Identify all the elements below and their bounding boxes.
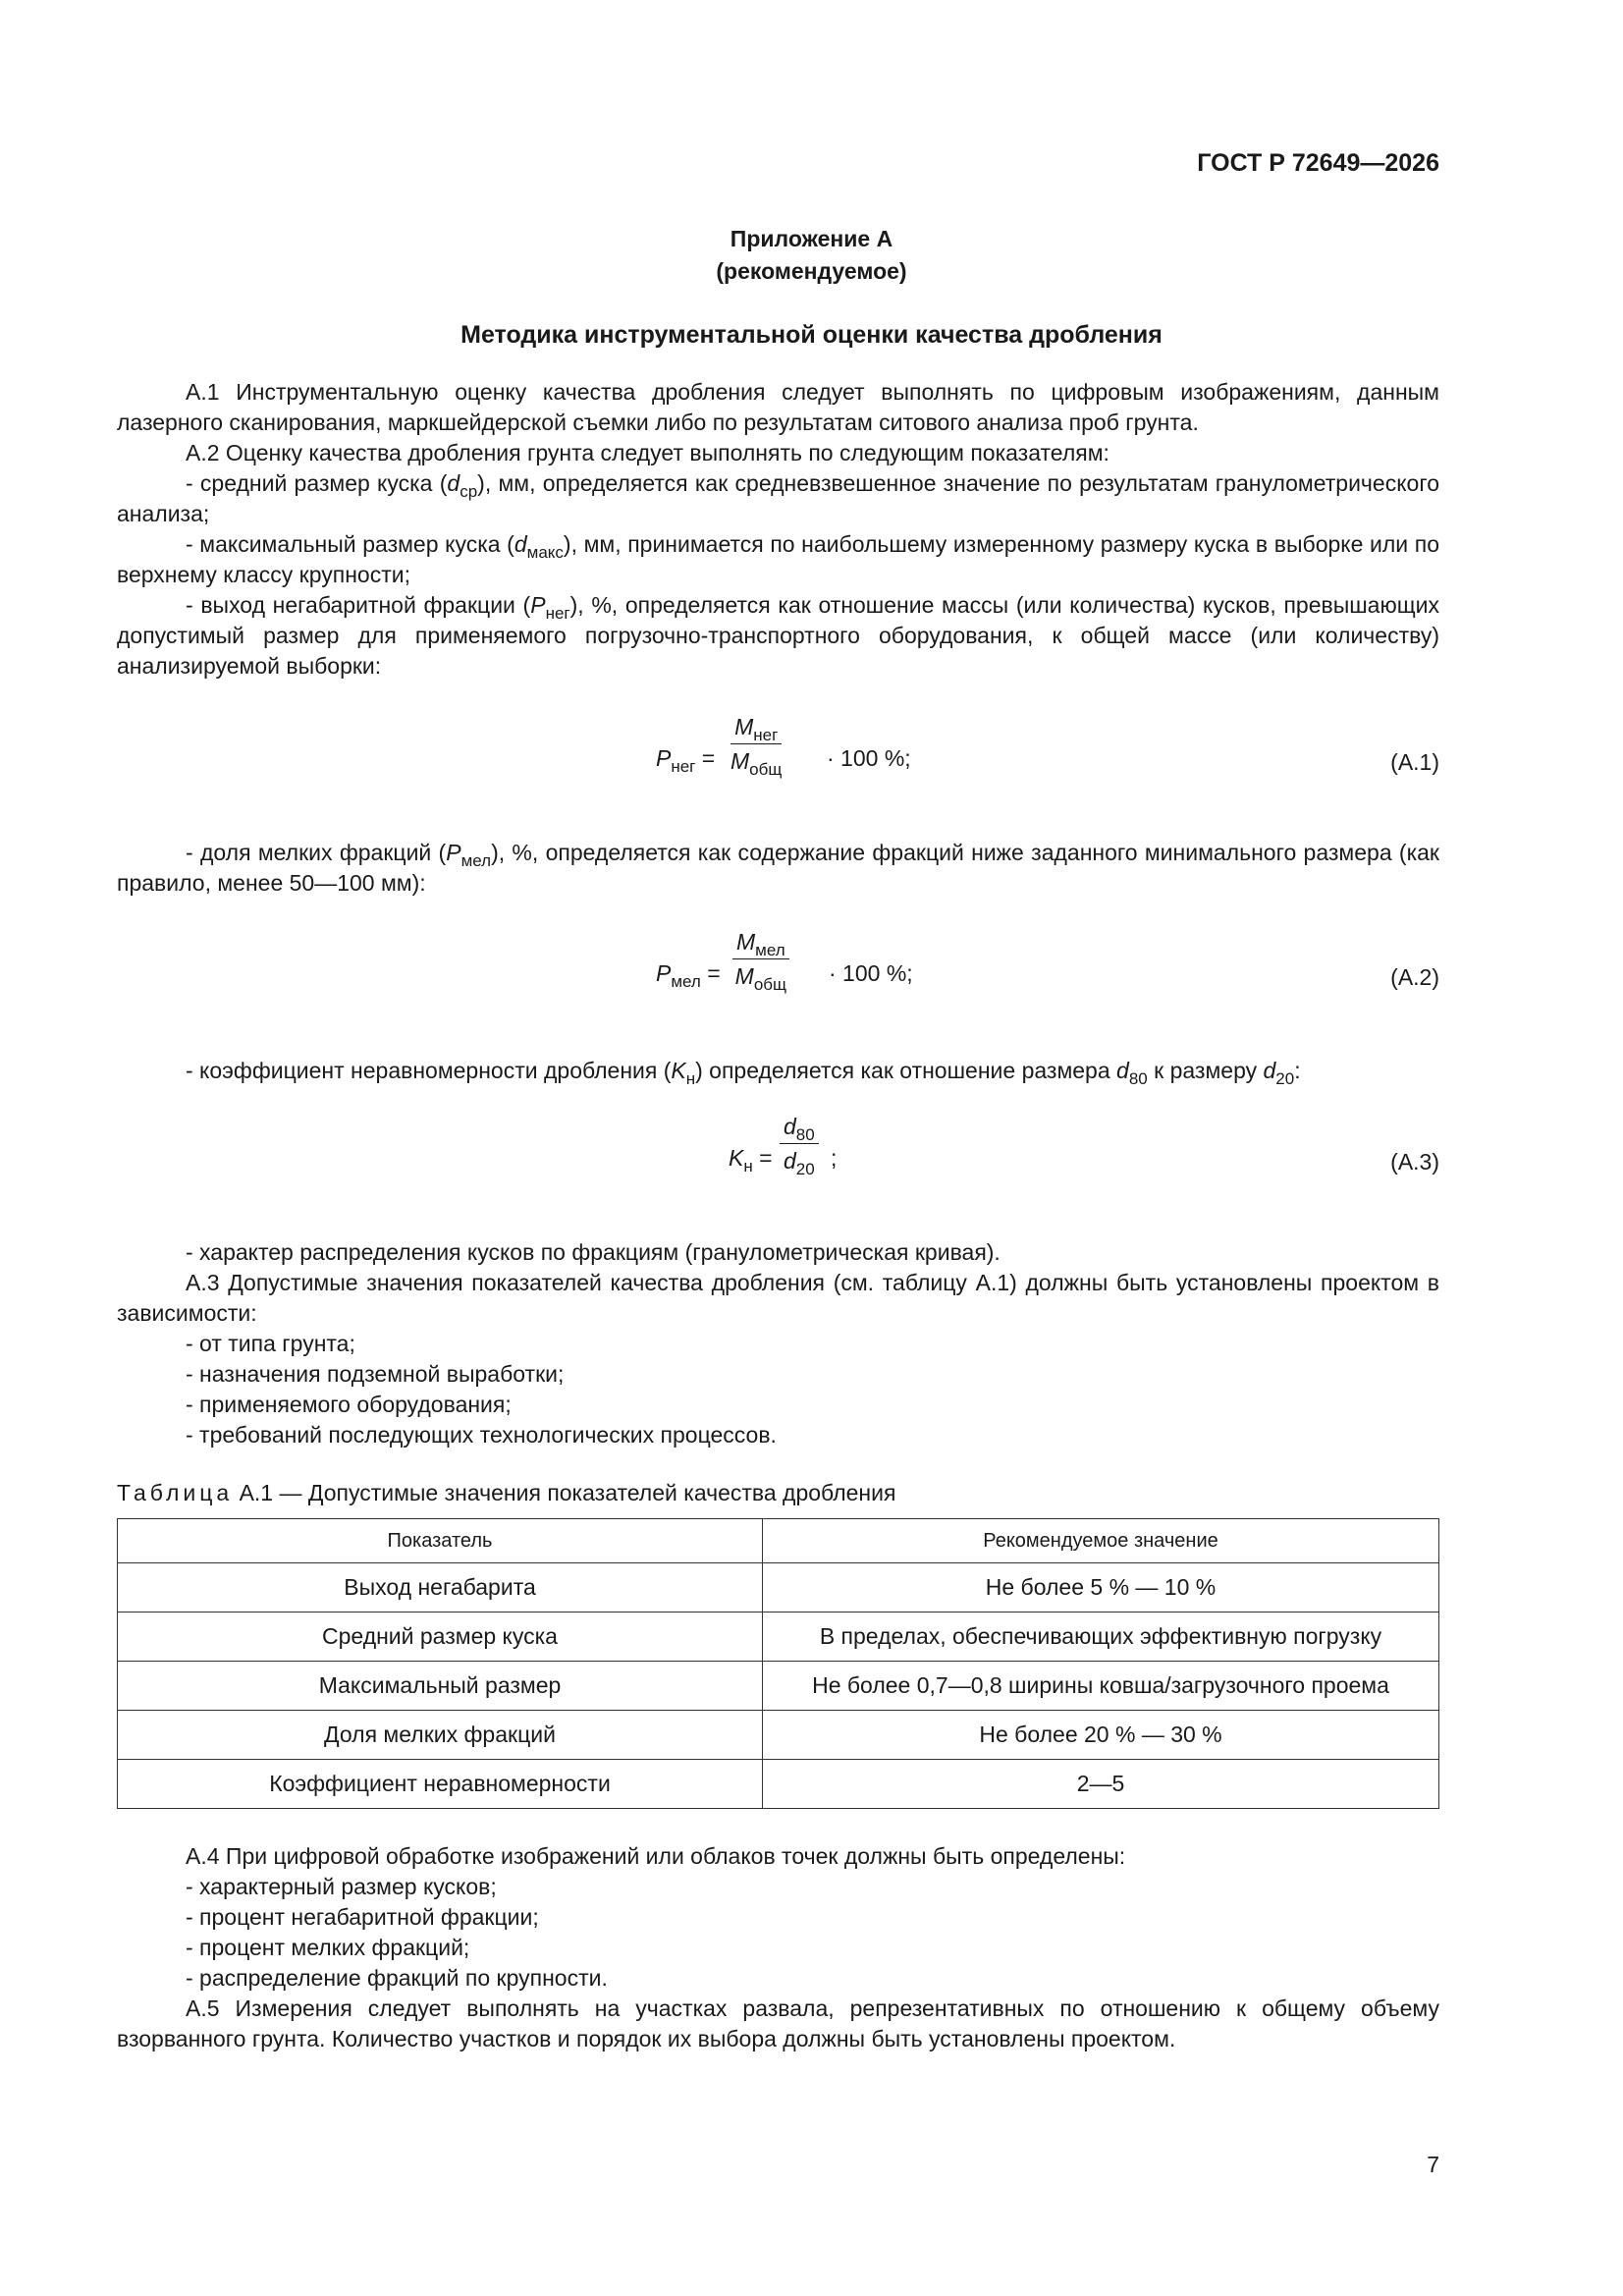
subscript: 80 [1128,1069,1148,1088]
subscript: мел [460,851,492,870]
item-coefficient [117,1056,1439,1086]
table-cell: Максимальный размер [118,1662,763,1711]
equals-sign: = [707,960,721,986]
numerator [780,1114,819,1144]
formula-a2-fraction [732,929,789,994]
formula-a2-lhs [656,960,721,991]
item-mean-size-pre: - средний размер куска ( [186,470,448,496]
subscript: н [685,1069,696,1088]
subscript: мел [671,972,701,991]
equation-number-a3: (А.3) [1390,1149,1439,1175]
appendix-title: Приложение А [730,226,893,251]
denominator [780,1144,819,1178]
subscript: мел [755,941,785,959]
table-cell: 2—5 [763,1760,1439,1809]
table-header-cell: Рекомендуемое значение [763,1519,1439,1563]
subscript: общ [753,975,787,994]
subscript: 20 [795,1160,815,1178]
symbol-d: d [784,1148,796,1174]
appendix-subtitle: (рекомендуемое) [716,258,907,284]
para-a3: А.3 Допустимые значения показателей качества дробления (см. таблицу А.1) должны быть установлены проектом в зависимости: [117,1270,1439,1326]
item-oversize [117,590,1439,682]
formula-a3-tail: ; [831,1145,838,1171]
item-coef-pre: - коэффициент неравномерности дробления ( [186,1058,672,1083]
table-row [118,1662,1439,1711]
item-mean-size-post: ), мм, определяется как средневзвешенное значение по результатам гранулометрического анализа; [117,470,1439,526]
list-item: - распределение фракций по крупности. [186,1965,608,1991]
subscript: нег [671,757,696,776]
values-table [117,1518,1439,1809]
list-item: - применяемого оборудования; [186,1392,512,1417]
symbol-m: M [734,963,754,989]
numerator [730,714,782,744]
table-caption-word: Таблица [117,1480,234,1505]
symbol-p: P [656,745,672,771]
table-cell: Не более 0,7—0,8 ширины ковша/загрузочного проема [763,1662,1439,1711]
list-item: - назначения подземной выработки; [186,1361,565,1387]
formula-a1-fraction [730,714,783,779]
symbol-p: P [530,592,546,618]
formula-a1-tail: · 100 %; [827,745,911,771]
para-a5: А.5 Измерения следует выполнять на участках развала, репрезентативных по отношению к общему объему взорванного грунта. Количество участков и порядок их выбора должны быть установлены проектом. [117,1995,1439,2051]
equation-number-a2: (А.2) [1390,964,1439,990]
symbol-m: M [730,748,750,774]
text-block-3 [117,1056,1439,1086]
item-oversize-pre: - выход негабаритной фракции ( [186,592,531,618]
table-row [118,1711,1439,1760]
formula-a3-lhs [729,1145,773,1175]
item-fines [117,838,1439,899]
symbol-d: d [1263,1058,1276,1083]
list-item: - процент негабаритной фракции; [186,1904,539,1930]
table-cell: Коэффициент неравномерности [118,1760,763,1809]
item-fines-post: ), %, определяется как содержание фракций ниже заданного минимального размера (как правило, менее 50—100 мм): [117,840,1439,896]
para-a1: А.1 Инструментальную оценку качества дробления следует выполнять по цифровым изображениям, данным лазерного сканирования, маркшейдерской съемки либо по результатам ситового анализа проб грунта. [117,379,1439,435]
formula-a3-fraction [780,1114,819,1178]
item-coef-post: : [1294,1058,1301,1083]
item-max-size [117,529,1439,590]
item-curve: - характер распределения кусков по фракциям (гранулометрическая кривая). [186,1239,1001,1265]
list-item: - от типа грунта; [186,1331,355,1356]
table-caption [117,1480,895,1506]
table-cell: Не более 5 % — 10 % [763,1563,1439,1613]
symbol-p: P [656,960,672,986]
equation-number-a1: (А.1) [1390,749,1439,775]
text-block-5 [117,1841,1439,2054]
table-row [118,1563,1439,1613]
document-code: ГОСТ Р 72649—2026 [1197,149,1439,177]
item-coef-mid: ) определяется как отношение размера [695,1058,1117,1083]
denominator [730,744,783,779]
denominator [732,959,789,994]
symbol-d: d [514,531,527,557]
item-oversize-post: ), %, определяется как отношение массы (или количества) кусков, превышающих допустимый размер для применяемого погрузочно-транспортного оборудования, к общей массе (или количеству) анализируемой выборки: [117,592,1439,679]
subscript: общ [749,760,783,779]
symbol-p: P [446,840,461,865]
formula-a2-tail: · 100 %; [829,960,913,986]
item-fines-pre: - доля мелких фракций ( [186,840,447,865]
symbol-m: M [734,714,754,739]
list-item: - требований последующих технологических процессов. [186,1422,777,1448]
text-block-2 [117,838,1439,899]
table-row [118,1760,1439,1809]
subscript: макс [526,543,564,562]
para-a4: А.4 При цифровой обработке изображений или облаков точек должны быть определены: [186,1843,1126,1869]
subscript: ср [460,482,478,501]
table-caption-text: А.1 — Допустимые значения показателей качества дробления [239,1480,896,1505]
item-max-size-pre: - максимальный размер куска ( [186,531,514,557]
page-number: 7 [1427,2152,1439,2177]
text-block-1 [117,377,1439,682]
subscript: н [743,1157,753,1175]
table-header-cell: Показатель [118,1519,763,1563]
item-max-size-post: ), мм, принимается по наибольшему измеренному размеру куска в выборке или по верхнему классу крупности; [117,531,1439,587]
table-cell: В пределах, обеспечивающих эффективную погрузку [763,1613,1439,1662]
symbol-d: d [784,1114,796,1139]
list-item: - характерный размер кусков; [186,1874,497,1899]
symbol-k: K [729,1145,744,1171]
subscript: 80 [795,1125,815,1144]
equals-sign: = [701,745,716,771]
text-block-4 [117,1237,1439,1450]
item-mean-size [117,468,1439,529]
symbol-d: d [447,470,460,496]
subscript: нег [753,726,779,744]
symbol-d: d [1116,1058,1129,1083]
para-a2: А.2 Оценку качества дробления грунта следует выполнять по следующим показателям: [186,440,1109,465]
table-cell: Не более 20 % — 30 % [763,1711,1439,1760]
item-coef-mid2: к размеру [1147,1058,1264,1083]
table-cell: Доля мелких фракций [118,1711,763,1760]
table-cell: Выход негабарита [118,1563,763,1613]
equals-sign: = [759,1145,773,1171]
list-item: - процент мелких фракций; [186,1935,470,1960]
table-row [118,1613,1439,1662]
symbol-k: K [671,1058,686,1083]
table-header-row [118,1519,1439,1563]
formula-a1-lhs [656,745,716,776]
table-cell: Средний размер куска [118,1613,763,1662]
method-title: Методика инструментальной оценки качества дробления [460,321,1163,349]
symbol-m: M [736,929,756,955]
numerator [732,929,789,959]
subscript: нег [545,604,570,623]
subscript: 20 [1275,1069,1295,1088]
